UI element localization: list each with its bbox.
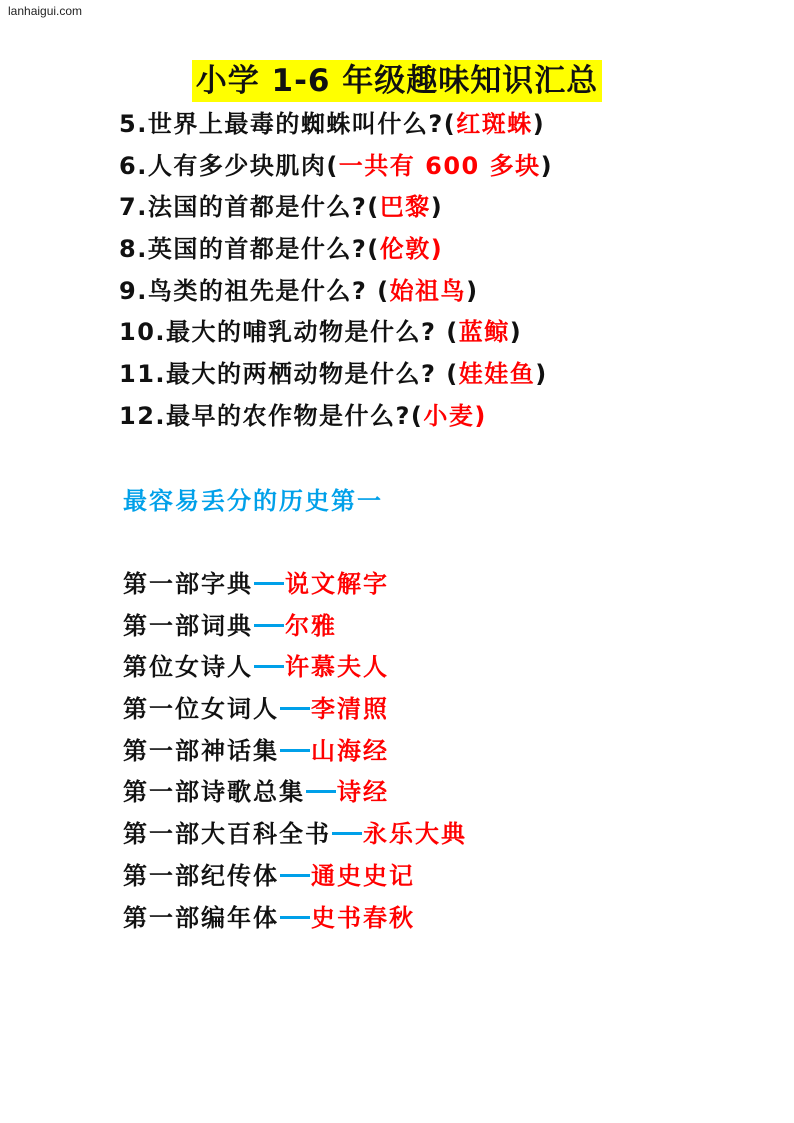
qa-answer: 小麦) bbox=[423, 401, 487, 430]
history-item bbox=[123, 813, 467, 855]
qa-item bbox=[119, 312, 553, 354]
qa-answer: 娃娃鱼 bbox=[458, 360, 536, 389]
dash-separator bbox=[280, 707, 310, 710]
history-item bbox=[123, 646, 467, 688]
dash-separator bbox=[280, 874, 310, 877]
history-item-answer: 史书春秋 bbox=[311, 902, 415, 932]
qa-question: 8.英国的首都是什么?( bbox=[119, 235, 380, 264]
qa-question: 12.最早的农作物是什么?( bbox=[119, 401, 424, 430]
history-item-label: 第位女诗人 bbox=[123, 652, 253, 682]
qa-answer: 始祖鸟 bbox=[389, 276, 467, 305]
dash-separator bbox=[306, 790, 336, 793]
qa-item bbox=[119, 396, 553, 438]
qa-answer: 蓝鲸 bbox=[458, 318, 510, 347]
history-section-heading: 最容易丢分的历史第一 bbox=[123, 486, 383, 515]
history-item bbox=[123, 897, 467, 939]
dash-separator bbox=[254, 582, 284, 585]
qa-item bbox=[119, 146, 553, 188]
qa-item bbox=[119, 187, 553, 229]
history-item-answer: 山海经 bbox=[311, 735, 389, 765]
history-item bbox=[123, 563, 467, 605]
qa-close: ) bbox=[535, 360, 548, 389]
qa-question: 6.人有多少块肌肉( bbox=[119, 151, 339, 180]
dash-separator bbox=[280, 749, 310, 752]
history-item-label: 第一部编年体 bbox=[123, 902, 279, 932]
page-title: 小学 1-6 年级趣味知识汇总 bbox=[192, 60, 603, 102]
history-item-label: 第一部词典 bbox=[123, 610, 253, 640]
qa-close: ) bbox=[509, 318, 523, 347]
qa-close: ) bbox=[540, 151, 554, 180]
qa-item bbox=[119, 354, 553, 396]
qa-question: 9.鸟类的祖先是什么? ( bbox=[119, 276, 390, 305]
qa-close: ) bbox=[430, 193, 444, 222]
qa-item bbox=[119, 229, 553, 271]
history-item-answer: 许慕夫人 bbox=[285, 652, 389, 682]
history-item-answer: 说文解字 bbox=[285, 569, 389, 598]
history-item-label: 第一部诗歌总集 bbox=[123, 777, 305, 807]
dash-separator bbox=[332, 832, 362, 835]
history-item-answer: 通史史记 bbox=[311, 860, 415, 890]
qa-answer: 一共有 600 多块 bbox=[338, 151, 541, 180]
history-item-answer: 李清照 bbox=[311, 694, 389, 724]
history-item-label: 第一部神话集 bbox=[123, 735, 279, 765]
qa-item bbox=[119, 104, 553, 146]
qa-question: 10.最大的哺乳动物是什么? ( bbox=[119, 318, 459, 347]
history-item bbox=[123, 855, 467, 897]
dash-separator bbox=[254, 624, 284, 627]
qa-answer: 巴黎 bbox=[379, 193, 431, 222]
history-item-label: 第一部大百科全书 bbox=[123, 819, 331, 849]
history-item-answer: 诗经 bbox=[337, 777, 389, 807]
history-item-label: 第一部纪传体 bbox=[123, 860, 279, 890]
qa-item bbox=[119, 271, 553, 313]
history-item-label: 第一位女词人 bbox=[123, 694, 279, 724]
qa-answer: 红斑蛛 bbox=[456, 110, 533, 138]
site-watermark: lanhaigui.com bbox=[8, 4, 83, 18]
history-firsts-list bbox=[123, 563, 467, 938]
qa-question: 7.法国的首都是什么?( bbox=[119, 193, 380, 222]
qa-question: 11.最大的两栖动物是什么? ( bbox=[119, 360, 459, 389]
qa-close: ) bbox=[532, 110, 546, 138]
dash-separator bbox=[280, 916, 310, 919]
history-item bbox=[123, 688, 467, 730]
qa-close: ) bbox=[466, 276, 479, 305]
title-container bbox=[0, 60, 794, 102]
history-item-answer: 永乐大典 bbox=[363, 819, 467, 849]
qa-list bbox=[119, 104, 553, 438]
history-item-label: 第一部字典 bbox=[123, 569, 253, 598]
qa-answer: 伦敦) bbox=[379, 235, 444, 264]
history-item-answer: 尔雅 bbox=[285, 610, 337, 640]
history-item bbox=[123, 771, 467, 813]
history-item bbox=[123, 605, 467, 647]
qa-question: 5.世界上最毒的蜘蛛叫什么?( bbox=[119, 110, 457, 138]
history-item bbox=[123, 730, 467, 772]
dash-separator bbox=[254, 665, 284, 668]
